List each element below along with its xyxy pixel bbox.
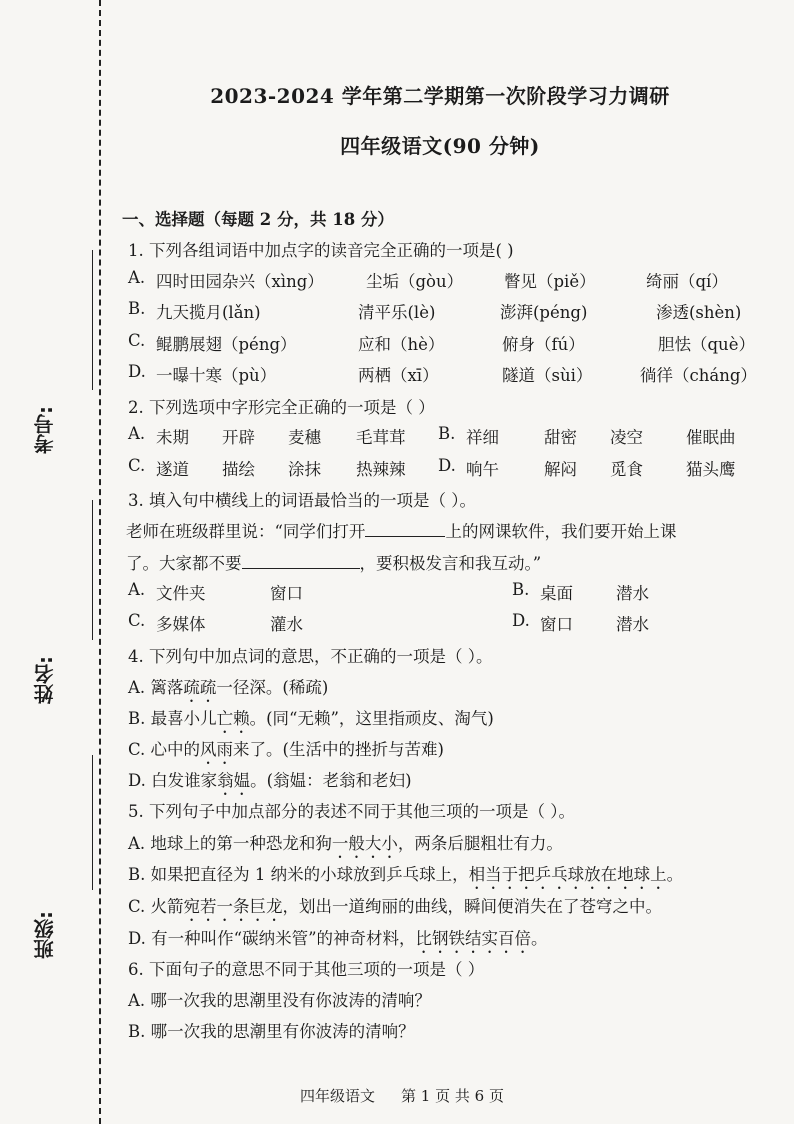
- q3-passage-text: 上的网课软件，我们要开始上课: [445, 522, 677, 541]
- q2-word: 描绘: [222, 460, 255, 479]
- q1-b-item: 清平乐(lè): [358, 303, 436, 322]
- q5-option-d: [128, 925, 548, 957]
- q3-stem: 3. 填入句中横线上的词语最恰当的一项是（ ）。: [128, 491, 476, 510]
- q3-passage-line2: [126, 550, 541, 574]
- q3-option-word: 文件夹: [156, 584, 206, 603]
- q1-option-label: D.: [128, 362, 146, 381]
- option-text: B. 如果把直径为 1 纳米的小球放到乒乓球上，: [128, 865, 469, 884]
- name-label: 姓名:: [33, 656, 57, 704]
- dotted-phrase: 相当于把乒乓球放在地球上: [468, 865, 667, 884]
- q1-option-label: C.: [128, 331, 146, 350]
- dotted-phrase: 比钢铁结实百倍: [415, 929, 532, 948]
- q5-option-b: [128, 861, 683, 893]
- option-text: A. 地球上的第一种恐龙和狗: [128, 834, 332, 853]
- q2-option-label: B.: [438, 424, 456, 443]
- q2-word: 毛茸茸: [356, 428, 406, 447]
- exam-no-field: [30, 250, 90, 470]
- q2-word: 祥细: [466, 428, 499, 447]
- option-text: ，两条后腿粗壮有力。: [397, 834, 563, 853]
- q2-option-label: C.: [128, 456, 146, 475]
- option-text: 。: [666, 865, 684, 884]
- q2-word: 凌空: [610, 428, 643, 447]
- page-footer: [300, 1085, 530, 1106]
- q3-option-word: 灌水: [270, 615, 303, 634]
- q1-option-label: B.: [128, 299, 146, 318]
- q1-c-item: 俯身（fú）: [502, 335, 585, 354]
- q1-a-item: 尘垢（gòu）: [366, 272, 464, 291]
- exam-no-label: 考号:: [33, 406, 57, 454]
- q5-stem: 5. 下列句子中加点部分的表述不同于其他三项的一项是（ ）。: [128, 802, 575, 821]
- q2-word: 响午: [466, 460, 499, 479]
- q2-word: 遂道: [156, 460, 189, 479]
- q1-c-item: 鲲鹏展翅（péng）: [156, 335, 297, 354]
- option-text: C. 火箭: [128, 897, 184, 916]
- q2-option-label: A.: [128, 424, 146, 443]
- q1-d-item: 两栖（xī）: [358, 366, 439, 385]
- q1-b-item: 澎湃(péng): [500, 303, 588, 322]
- q1-a-item: 绮丽（qí）: [646, 272, 728, 291]
- dotted-word: 疏疏: [183, 678, 217, 697]
- class-field: [30, 755, 90, 985]
- name-rule: [92, 500, 93, 640]
- q1-d-item: 一曝十寒（pù）: [156, 366, 277, 385]
- section-heading: 一、选择题（每题 2 分，共 18 分）: [122, 210, 394, 229]
- q3-option-word: 潜水: [616, 584, 649, 603]
- dotted-word: 亡赖: [216, 709, 250, 728]
- q1-d-item: 徜徉（cháng）: [640, 366, 757, 385]
- q4-option-c: [128, 736, 444, 768]
- name-field: [30, 500, 90, 730]
- exam-subtitle: 四年级语文(90 分钟): [340, 134, 540, 158]
- q4-option-d: [128, 767, 412, 799]
- q2-word: 开辟: [222, 428, 255, 447]
- q6-option-b: B. 哪一次我的思潮里有你波涛的清响？: [128, 1022, 415, 1041]
- q3-passage-line1: [126, 518, 676, 542]
- binding-dashed-line: [99, 0, 101, 1124]
- q3-option-label: C.: [128, 611, 146, 630]
- q2-word: 猫头鹰: [686, 460, 736, 479]
- option-text: B. 最喜小儿: [128, 709, 217, 728]
- q2-word: 麦穗: [288, 428, 321, 447]
- option-text: 。: [531, 929, 548, 948]
- class-rule: [92, 755, 93, 890]
- q2-word: 甜密: [544, 428, 577, 447]
- q3-passage-text: 老师在班级群里说：“同学们打开: [126, 522, 366, 541]
- q3-passage-text: 了。大家都不要: [126, 554, 242, 573]
- option-text: ，划出一道绚丽的曲线，瞬间便消失在了苍穹之中。: [282, 897, 663, 916]
- footer-page-number: 第 1 页 共 6 页: [401, 1087, 504, 1105]
- q4-option-b: [128, 705, 494, 737]
- q5-option-a: [128, 830, 563, 862]
- dotted-phrase: 一般大小: [331, 834, 398, 853]
- q1-b-item: 九天揽月(lǎn): [156, 303, 261, 322]
- option-text: C. 心中的: [128, 740, 201, 759]
- q1-c-item: 应和（hè）: [358, 335, 445, 354]
- q3-option-word: 窗口: [540, 615, 573, 634]
- option-text: D. 有一种叫作“碳纳米管”的神奇材料，: [128, 929, 416, 948]
- q3-blank-1: [365, 522, 445, 537]
- exam-no-rule: [92, 250, 93, 390]
- q3-option-word: 潜水: [616, 615, 649, 634]
- q2-word: 未期: [156, 428, 189, 447]
- dotted-word: 风雨: [200, 740, 234, 759]
- option-text: 来了。(生活中的挫折与苦难): [233, 740, 444, 759]
- q3-option-label: D.: [512, 611, 530, 630]
- q1-stem: 1. 下列各组词语中加点字的读音完全正确的一项是( ): [128, 241, 514, 260]
- q1-b-item: 渗透(shèn): [656, 303, 742, 322]
- q1-d-item: 隧道（sùi）: [502, 366, 593, 385]
- q3-option-label: B.: [512, 580, 530, 599]
- q4-option-a: [128, 674, 328, 706]
- option-text: 。(翁媪：老翁和老妇): [250, 771, 412, 790]
- q2-word: 解闷: [544, 460, 577, 479]
- q5-option-c: [128, 893, 662, 925]
- q6-option-a: A. 哪一次我的思潮里没有你波涛的清响？: [128, 991, 431, 1010]
- q3-option-word: 桌面: [540, 584, 573, 603]
- exam-title: 2023-2024 学年第二学期第一次阶段学习力调研: [210, 84, 670, 108]
- class-label: 班级:: [33, 911, 57, 959]
- option-text: 一径深。(稀疏): [216, 678, 329, 697]
- q3-option-word: 多媒体: [156, 615, 206, 634]
- option-text: A. 篱落: [128, 678, 184, 697]
- q3-option-word: 窗口: [270, 584, 303, 603]
- q3-passage-text: ，要积极发言和我互动。”: [359, 554, 542, 573]
- option-text: 。(同“无赖”，这里指顽皮、淘气): [249, 709, 494, 728]
- q2-option-label: D.: [438, 456, 456, 475]
- q2-stem: 2. 下列选项中字形完全正确的一项是（ ）: [128, 398, 435, 417]
- q2-word: 觅食: [610, 460, 643, 479]
- dotted-phrase: 宛若一条巨龙: [183, 897, 283, 916]
- q1-a-item: 瞥见（piě）: [504, 272, 596, 291]
- footer-subject: 四年级语文: [300, 1087, 376, 1105]
- q4-stem: 4. 下列句中加点词的意思，不正确的一项是（ ）。: [128, 647, 493, 666]
- q2-word: 催眠曲: [686, 428, 736, 447]
- dotted-word: 翁媪: [217, 771, 251, 790]
- q1-a-item: 四时田园杂兴（xìng）: [156, 272, 324, 291]
- q2-word: 热辣辣: [356, 460, 406, 479]
- q1-option-label: A.: [128, 268, 146, 287]
- option-text: D. 白发谁家: [128, 771, 218, 790]
- q2-word: 涂抹: [288, 460, 321, 479]
- q6-stem: 6. 下面句子的意思不同于其他三项的一项是（ ）: [128, 960, 485, 979]
- q3-option-label: A.: [128, 580, 146, 599]
- q3-blank-2: [242, 554, 360, 569]
- q1-c-item: 胆怯（què）: [658, 335, 755, 354]
